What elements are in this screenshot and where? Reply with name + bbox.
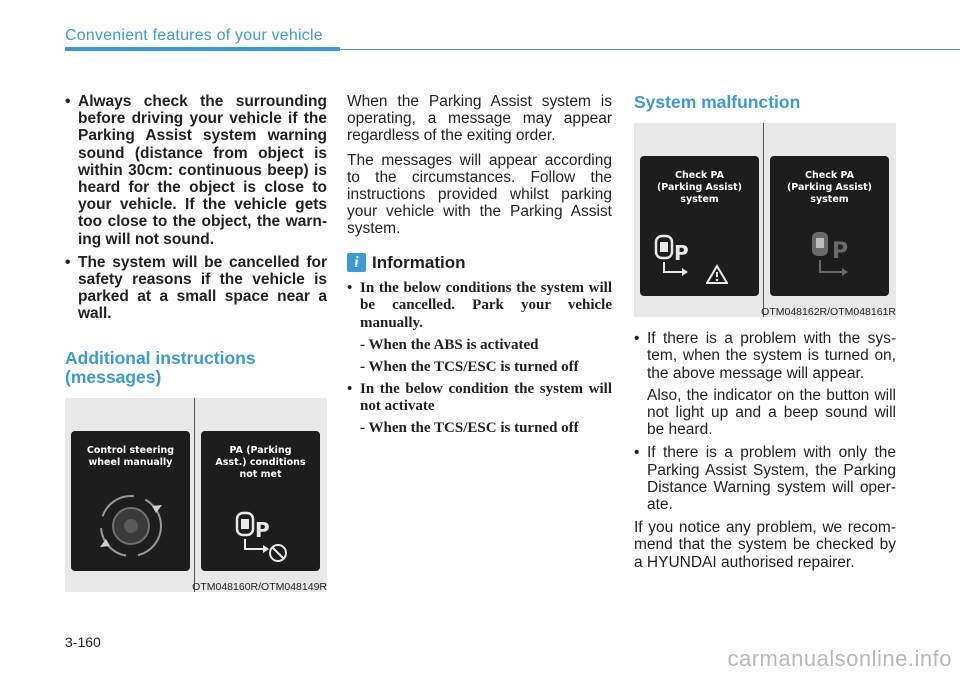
figure-divider — [763, 123, 764, 317]
paragraph: When the Parking Assist system is operating, a message may appear regardless of the exiting order. — [347, 93, 612, 145]
section-heading-additional: Additional instructions (messages) — [65, 347, 256, 387]
information-heading — [347, 253, 612, 272]
information-item-text: In the below condition the system will not activate — [360, 380, 612, 415]
figure-caption: OTM048160R/OTM048149R — [192, 580, 327, 593]
information-item — [347, 280, 612, 377]
screen-message: PA (Parking Asst.) conditions not met — [215, 444, 306, 480]
svg-text:P: P — [674, 241, 689, 265]
column-left — [65, 93, 327, 596]
malfunction-item — [634, 330, 896, 438]
information-item-text: In the below conditions the system will be cancelled. Park your vehicle manually. — [360, 279, 612, 332]
information-title: Information — [372, 252, 466, 272]
cluster-screen-pa-not-met — [201, 431, 320, 571]
figure-divider — [194, 398, 195, 592]
cluster-screen-check-pa — [640, 156, 759, 296]
cluster-screen-steering — [71, 431, 190, 571]
information-item — [347, 381, 612, 438]
information-subitem: - When the ABS is activated — [360, 337, 539, 354]
caution-item: • The system will be cancelled for safety reasons if the vehicle is parked at a small space near a wall. — [65, 254, 327, 323]
screen-message: Check PA (Parking Assist) system — [656, 170, 743, 205]
screen-message: Check PA (Parking Assist) system — [786, 170, 873, 205]
prohibited-icon — [268, 543, 288, 563]
column-right — [634, 93, 896, 578]
info-icon: i — [347, 253, 366, 272]
figure-caption: OTM048162R/OTM048161R — [761, 306, 896, 318]
svg-text:P: P — [832, 239, 849, 264]
information-list — [347, 280, 612, 438]
svg-text:P: P — [255, 517, 270, 542]
watermark: carmanualsonline.info — [727, 646, 952, 671]
malfunction-item-continued: Also, the indicator on the button will not light up and a beep sound will be heard. — [647, 386, 896, 439]
figure-additional-messages — [65, 398, 327, 592]
column-middle — [347, 93, 612, 442]
car-parking-p-icon — [808, 228, 868, 284]
steering-wheel-icon — [96, 491, 166, 561]
header-rule-thick — [65, 47, 340, 51]
information-subitem: - When the TCS/ESC is turned off — [360, 420, 579, 437]
caution-item: • Always check the surrounding before driving your vehicle if the Parking Assist system warning sound (distance from object is within 30cm: continuous beep) is heard for the object is close to your vehicle. If the vehicle gets too close to the object, the warn-ing will not sound. — [65, 93, 327, 248]
car-parking-p-icon — [652, 234, 712, 284]
caution-list — [65, 93, 327, 323]
malfunction-item — [634, 444, 896, 513]
page-number: 3-160 — [65, 634, 101, 650]
malfunction-item-text: If there is a problem with only the Parking Assist System, the Parking Distance Warning system will oper-ate. — [647, 444, 896, 514]
information-subitem: - When the TCS/ESC is turned off — [360, 358, 579, 375]
header-title: Convenient features of your vehicle — [65, 27, 323, 44]
figure-system-malfunction — [634, 123, 896, 317]
malfunction-list — [634, 330, 896, 513]
paragraph: The messages will appear according to the circumstances. Follow the instructions provided whilst parking your vehicle with the Parking Assist system. — [347, 151, 612, 238]
warning-triangle-icon — [706, 264, 728, 284]
screen-message: Control steering wheel manually — [86, 444, 175, 468]
cluster-screen-check-pa-indicator — [770, 156, 889, 296]
header-rule-thin — [340, 49, 960, 50]
section-heading-malfunction: System malfunction — [634, 92, 801, 112]
closing-paragraph: If you notice any problem, we recom-mend that the system be checked by a HYUNDAI authorised repairer. — [634, 519, 896, 571]
malfunction-item-text: If there is a problem with the sys-tem, when the system is turned on, the above message will appear. — [647, 330, 896, 382]
